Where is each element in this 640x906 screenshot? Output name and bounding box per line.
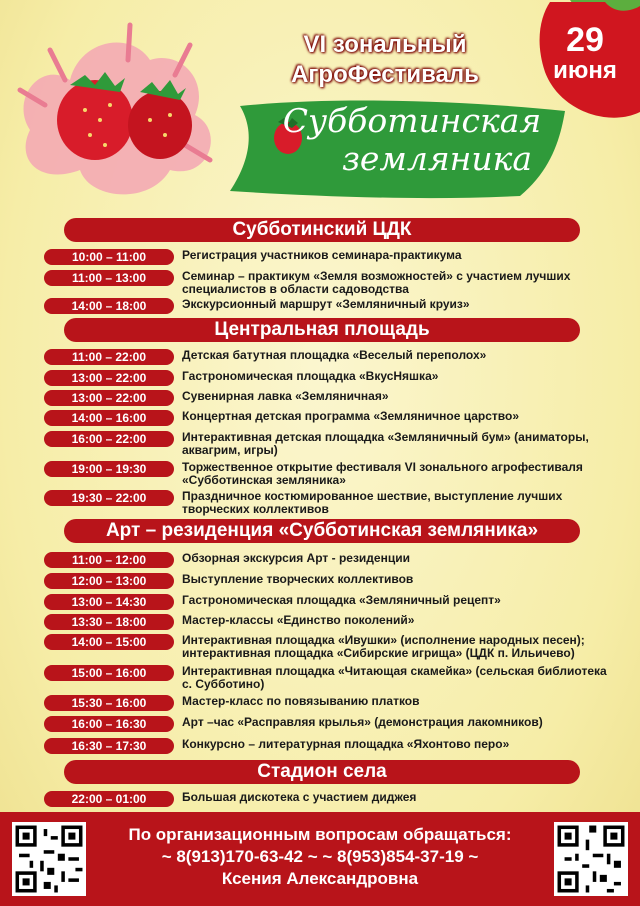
- contact-phones[interactable]: ~ 8(913)170-63-42 ~ ~ 8(953)854-37-19 ~: [161, 847, 479, 866]
- time-badge: 15:00 – 16:00: [44, 665, 174, 681]
- event-description: Семинар – практикум «Земля возможностей» с участием лучших специалистов в области садоводства: [182, 269, 571, 296]
- time-badge: 11:00 – 13:00: [44, 270, 174, 286]
- event-description: Арт –час «Расправляя крылья» (демонстрация лакомников): [182, 715, 543, 729]
- event-description: Большая дискотека с участием диджея: [182, 790, 417, 804]
- event-description: Праздничное костюмированное шествие, выступление лучших творческих коллективов: [182, 489, 563, 516]
- title-line1: VI зональный: [303, 31, 467, 58]
- time-badge: 10:00 – 11:00: [44, 249, 174, 265]
- section-title: Центральная площадь: [64, 318, 580, 342]
- event-description: Интерактивная детская площадка «Земляничный бум» (аниматоры, аквагрим, игры): [182, 430, 589, 457]
- time-badge: 16:00 – 16:30: [44, 716, 174, 732]
- event-description: Концертная детская программа «Земляничное царство»: [182, 409, 520, 423]
- qr-code-icon[interactable]: [12, 822, 86, 896]
- event-description: Регистрация участников семинара-практикума: [182, 248, 462, 262]
- event-description: Выступление творческих коллективов: [182, 572, 414, 586]
- time-badge: 11:00 – 12:00: [44, 552, 174, 568]
- contact-person: Ксения Александровна: [221, 869, 419, 888]
- event-description: Торжественное открытие фестиваля VI зонального агрофестиваля «Субботинская земляника»: [182, 460, 583, 487]
- contact-heading: По организационным вопросам обращаться:: [128, 825, 512, 844]
- event-description: Гастрономическая площадка «Земляничный рецепт»: [182, 593, 501, 607]
- time-badge: 15:30 – 16:00: [44, 695, 174, 711]
- time-badge: 14:00 – 18:00: [44, 298, 174, 314]
- time-badge: 11:00 – 22:00: [44, 349, 174, 365]
- event-description: Мастер-класс по повязыванию платков: [182, 694, 420, 708]
- time-badge: 19:00 – 19:30: [44, 461, 174, 477]
- time-badge: 14:00 – 16:00: [44, 410, 174, 426]
- event-description: Сувенирная лавка «Земляничная»: [182, 389, 389, 403]
- date-month: июня: [553, 57, 617, 84]
- time-badge: 13:30 – 18:00: [44, 614, 174, 630]
- festival-title: [250, 30, 520, 90]
- brand-line2: земляника: [341, 139, 533, 178]
- event-description: Обзорная экскурсия Арт - резиденции: [182, 551, 410, 565]
- contact-info: [88, 824, 552, 890]
- time-badge: 14:00 – 15:00: [44, 634, 174, 650]
- event-description: Экскурсионный маршрут «Земляничный круиз»: [182, 297, 470, 311]
- date-day: 29: [566, 21, 604, 59]
- section-title: Субботинский ЦДК: [64, 218, 580, 242]
- section-title: Стадион села: [64, 760, 580, 784]
- title-line2: АгроФестиваль: [291, 61, 479, 88]
- time-badge: 13:00 – 22:00: [44, 390, 174, 406]
- strawberry-splash-illustration: [10, 20, 230, 210]
- event-description: Мастер-классы «Единство поколений»: [182, 613, 415, 627]
- time-badge: 16:30 – 17:30: [44, 738, 174, 754]
- event-date: [540, 22, 630, 84]
- event-description: Гастрономическая площадка «ВкусНяшка»: [182, 369, 439, 383]
- section-title: Арт – резиденция «Субботинская земляника»: [64, 519, 580, 543]
- time-badge: 16:00 – 22:00: [44, 431, 174, 447]
- brand-line1: Субботинская: [282, 101, 542, 140]
- time-badge: 12:00 – 13:00: [44, 573, 174, 589]
- event-description: Интерактивная площадка «Ивушки» (исполнение народных песен); интерактивная площадка «Сибирские игрища» (ЦДК п. Ильичево): [182, 633, 585, 660]
- time-badge: 22:00 – 01:00: [44, 791, 174, 807]
- time-badge: 19:30 – 22:00: [44, 490, 174, 506]
- event-description: Интерактивная площадка «Читающая скамейка» (сельская библиотека с. Субботино): [182, 664, 607, 691]
- time-badge: 13:00 – 14:30: [44, 594, 174, 610]
- brand-title: [262, 102, 562, 178]
- event-description: Конкурсно – литературная площадка «Яхонтово перо»: [182, 737, 510, 751]
- time-badge: 13:00 – 22:00: [44, 370, 174, 386]
- qr-code-icon[interactable]: [554, 822, 628, 896]
- event-description: Детская батутная площадка «Веселый переполох»: [182, 348, 487, 362]
